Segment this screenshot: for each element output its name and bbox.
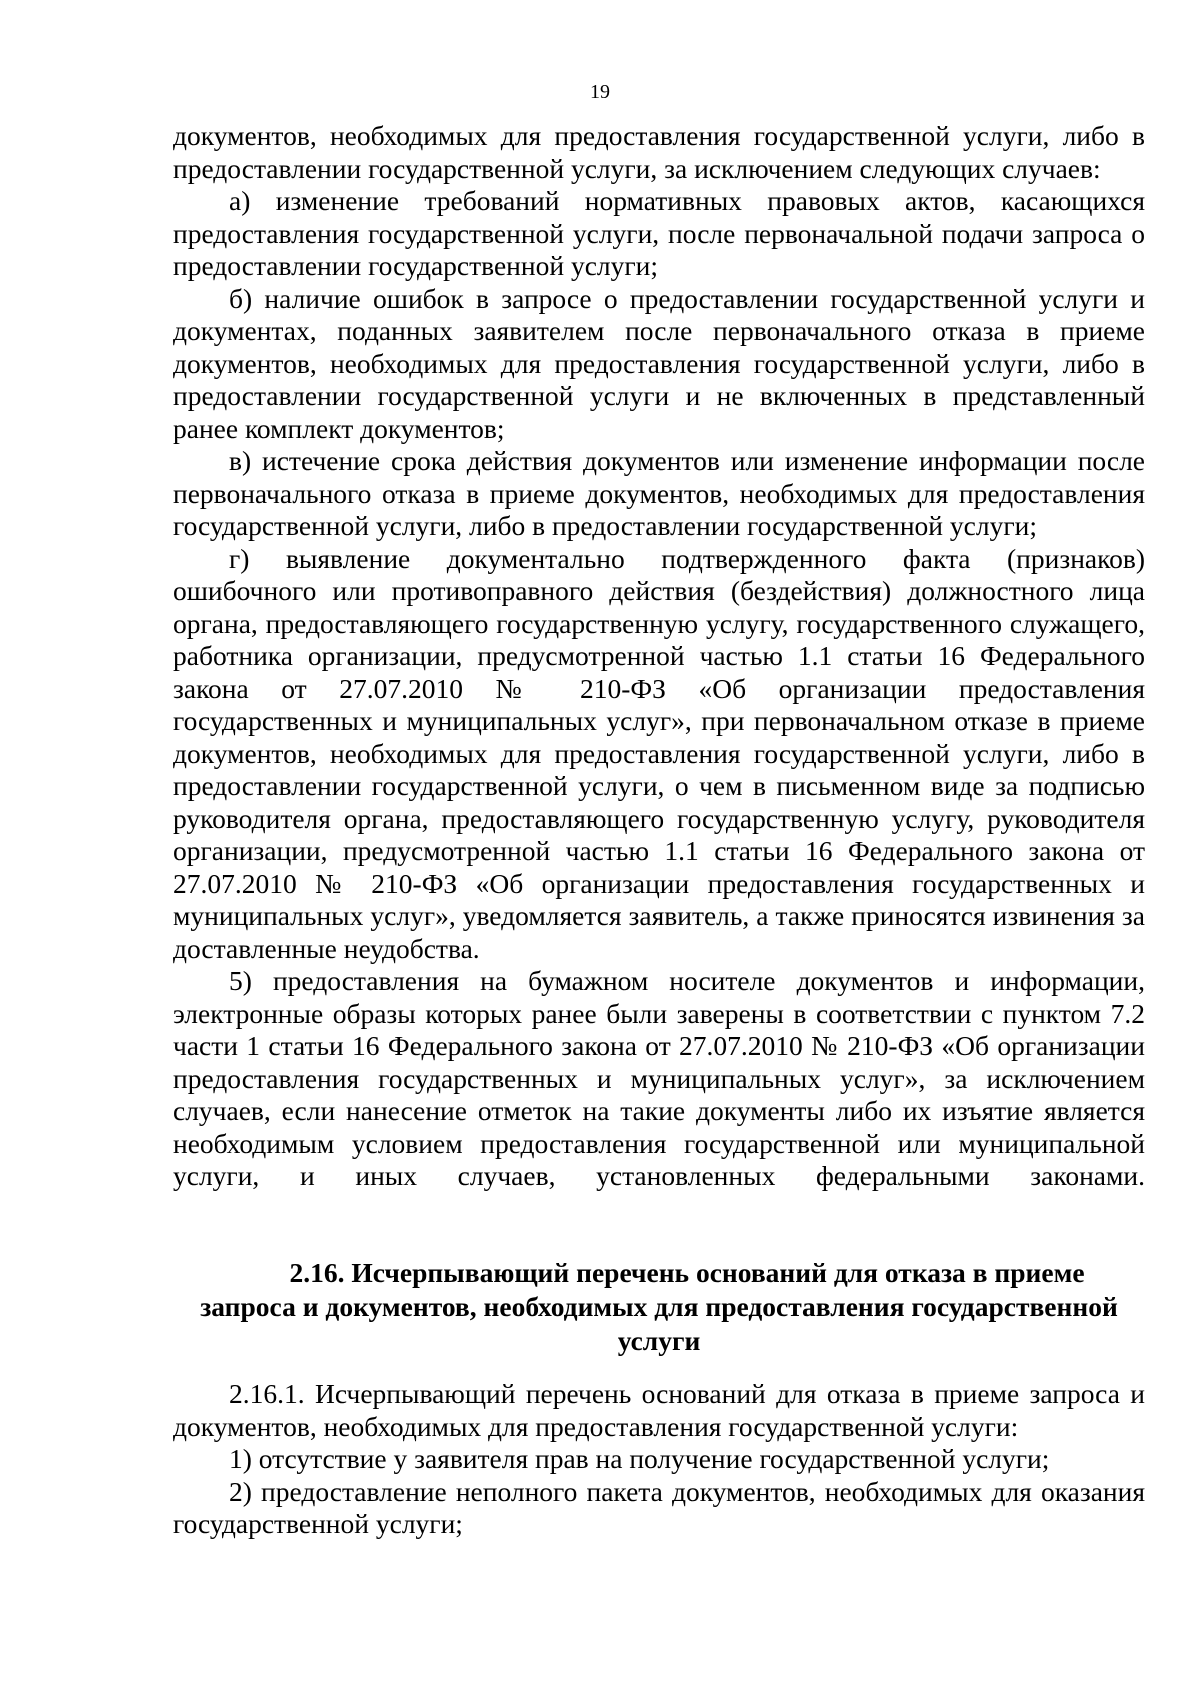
section-body-text bbox=[173, 1378, 1145, 1541]
paragraph-continuation: документов, необходимых для предоставления государственной услуги, либо в предоставлении государственной услуги, за исключением следующих случаев: bbox=[173, 120, 1145, 184]
body-text bbox=[173, 120, 1145, 1193]
section-heading-line: 2.16. Исчерпывающий перечень оснований для отказа в приеме bbox=[289, 1257, 1085, 1288]
section-heading bbox=[173, 1256, 1145, 1358]
paragraph-item-1: 1) отсутствие у заявителя прав на получение государственной услуги; bbox=[229, 1443, 1050, 1474]
paragraph-item-b: б) наличие ошибок в запросе о предоставлении государственной услуги и документах, поданных заявителем после первоначального отказа в приеме документов, необходимых для предоставления государственной услуги, либо в предоставлении государственной услуги и не включенных в представленный ранее комплект документов; bbox=[173, 282, 1145, 444]
paragraph-item-v: в) истечение срока действия документов или изменение информации после первоначального отказа в приеме документов, необходимых для предоставления государственной услуги, либо в предоставлении государственной услуги; bbox=[173, 445, 1145, 541]
paragraph-2-16-1: 2.16.1. Исчерпывающий перечень оснований для отказа в приеме запроса и документов, необходимых для предоставления государственной услуги: bbox=[173, 1378, 1145, 1442]
paragraph-item-5: 5) предоставления на бумажном носителе документов и информации, электронные образы которых ранее были заверены в соответствии с пунктом 7.2 части 1 статьи 16 Федерального закона от 27.07.2010 № 210-ФЗ «Об организации предоставления государственных и муниципальных услуг», за исключением случаев, если нанесение отметок на такие документы либо их изъятие является необходимым условием предоставления государственной или муниципальной услуги, и иных случаев, установленных федеральными законами. bbox=[173, 965, 1145, 1191]
section-heading-line: услуги bbox=[617, 1325, 701, 1356]
paragraph-item-2: 2) предоставление неполного пакета документов, необходимых для оказания государственной услуги; bbox=[173, 1475, 1145, 1539]
paragraph-item-a: а) изменение требований нормативных правовых актов, касающихся предоставления государственной услуги, после первоначальной подачи запроса о предоставлении государственной услуги; bbox=[173, 185, 1145, 281]
paragraph-item-g: г) выявление документально подтвержденного факта (признаков) ошибочного или противоправного действия (бездействия) должностного лица органа, предоставляющего государственную услугу, государственного служащего, работника организации, предусмотренной частью 1.1 статьи 16 Федерального закона от 27.07.2010 № 210-ФЗ «Об организации предоставления государственных и муниципальных услуг», при первоначальном отказе в приеме документов, необходимых для предоставления государственной услуги, либо в предоставлении государственной услуги, о чем в письменном виде за подписью руководителя органа, предоставляющего государственную услугу, руководителя организации, предусмотренной частью 1.1 статьи 16 Федерального закона от 27.07.2010 № 210-ФЗ «Об организации предоставления государственных и муниципальных услуг», уведомляется заявитель, а также приносятся извинения за доставленные неудобства. bbox=[173, 542, 1145, 964]
page-number: 19 bbox=[590, 81, 610, 103]
section-heading-line: запроса и документов, необходимых для предоставления государственной bbox=[200, 1291, 1118, 1322]
